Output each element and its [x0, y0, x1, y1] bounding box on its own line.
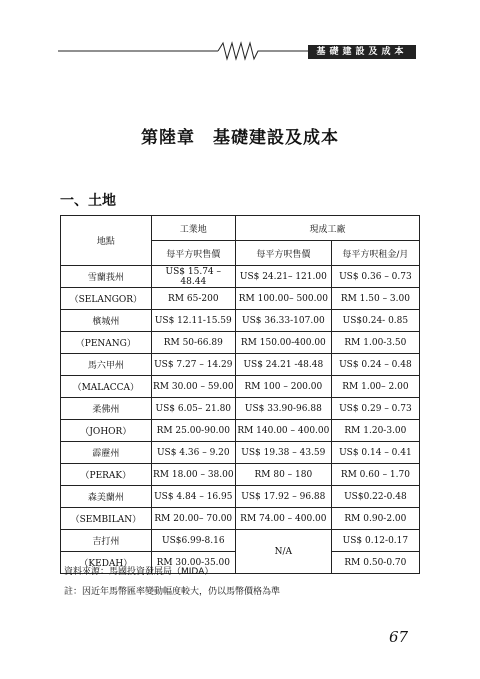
land-rm: RM 30.00-35.00	[151, 552, 235, 574]
table-row	[61, 442, 420, 464]
region-en: （MALACCA）	[61, 376, 152, 398]
land-usd: US$ 6.05– 21.80	[151, 398, 235, 420]
page-number: 67	[389, 628, 409, 646]
factory-rent-rm: RM 1.00-3.50	[331, 332, 419, 354]
region-en: （SEMBILAN）	[61, 508, 152, 530]
region-zh: 柔佛州	[61, 398, 152, 420]
table-row	[61, 376, 420, 398]
table-row	[61, 530, 420, 552]
header-ready-factory: 現成工廠	[235, 216, 419, 241]
factory-price-usd: US$ 24.21 -48.48	[235, 354, 331, 376]
factory-rent-rm: RM 0.90-2.00	[331, 508, 419, 530]
factory-rent-usd: US$0.22-0.48	[331, 486, 419, 508]
factory-rent-rm: RM 1.20-3.00	[331, 420, 419, 442]
land-usd: US$6.99-8.16	[151, 530, 235, 552]
table-row	[61, 332, 420, 354]
factory-price-rm: RM 100 – 200.00	[235, 376, 331, 398]
factory-price-na: N/A	[235, 530, 331, 574]
factory-rent-rm: RM 1.00– 2.00	[331, 376, 419, 398]
factory-rent-usd: US$ 0.14 – 0.41	[331, 442, 419, 464]
land-cost-table	[60, 215, 420, 574]
factory-rent-usd: US$ 0.24 – 0.48	[331, 354, 419, 376]
factory-price-usd: US$ 33.90-96.88	[235, 398, 331, 420]
land-usd: US$ 7.27 – 14.29	[151, 354, 235, 376]
region-zh: 森美蘭州	[61, 486, 152, 508]
land-usd: US$ 4.84 – 16.95	[151, 486, 235, 508]
source-note: 資料來源：馬國投資發展局（MIDA）	[64, 567, 214, 577]
table-row	[61, 266, 420, 288]
table-row	[61, 508, 420, 530]
subheader-factory-rent: 每平方呎租金/月	[331, 241, 419, 266]
table-row	[61, 354, 420, 376]
land-rm: RM 65-200	[151, 288, 235, 310]
factory-price-rm: RM 74.00 – 400.00	[235, 508, 331, 530]
region-zh: 檳城州	[61, 310, 152, 332]
region-zh: 吉打州	[61, 530, 152, 552]
land-rm: RM 20.00– 70.00	[151, 508, 235, 530]
factory-price-rm: RM 150.00-400.00	[235, 332, 331, 354]
factory-rent-usd: US$0.24- 0.85	[331, 310, 419, 332]
factory-price-usd: US$ 36.33-107.00	[235, 310, 331, 332]
table-row	[61, 486, 420, 508]
header-label: 基礎建設及成本	[308, 45, 416, 59]
region-zh: 雪蘭莪州	[61, 266, 152, 288]
region-en: （PERAK）	[61, 464, 152, 486]
region-en: （PENANG）	[61, 332, 152, 354]
factory-rent-rm: RM 0.60 – 1.70	[331, 464, 419, 486]
land-rm: RM 50-66.89	[151, 332, 235, 354]
factory-price-usd: US$ 19.38 – 43.59	[235, 442, 331, 464]
header-region: 地點	[61, 216, 152, 266]
factory-price-rm: RM 80 – 180	[235, 464, 331, 486]
factory-rent-rm: RM 0.50-0.70	[331, 552, 419, 574]
land-usd: US$ 12.11-15.59	[151, 310, 235, 332]
land-rm: RM 30.00 – 59.00	[151, 376, 235, 398]
land-usd: US$ 15.74 – 48.44	[151, 266, 235, 288]
factory-price-rm: RM 140.00 – 400.00	[235, 420, 331, 442]
section-title: 一、土地	[60, 193, 116, 209]
factory-rent-usd: US$ 0.29 – 0.73	[331, 398, 419, 420]
table-row	[61, 464, 420, 486]
region-zh: 馬六甲州	[61, 354, 152, 376]
factory-price-rm: RM 100.00– 500.00	[235, 288, 331, 310]
subheader-factory-price: 每平方呎售價	[235, 241, 331, 266]
land-usd: US$ 4.36 – 9.20	[151, 442, 235, 464]
subheader-land-price: 每平方呎售價	[151, 241, 235, 266]
factory-price-usd: US$ 17.92 – 96.88	[235, 486, 331, 508]
table-row	[61, 310, 420, 332]
factory-price-usd: US$ 24.21– 121.00	[235, 266, 331, 288]
region-en: （SELANGOR）	[61, 288, 152, 310]
chapter-title: 第陸章 基礎建設及成本	[141, 128, 339, 148]
region-en: （JOHOR）	[61, 420, 152, 442]
factory-rent-rm: RM 1.50 – 3.00	[331, 288, 419, 310]
region-en: （KEDAH）	[61, 552, 152, 574]
table-row	[61, 288, 420, 310]
header-industrial-land: 工業地	[151, 216, 235, 241]
region-zh: 霹靂州	[61, 442, 152, 464]
table-row	[61, 398, 420, 420]
table-row	[61, 420, 420, 442]
land-rm: RM 18.00 – 38.00	[151, 464, 235, 486]
factory-rent-usd: US$ 0.12-0.17	[331, 530, 419, 552]
running-header	[58, 40, 420, 62]
land-rm: RM 25.00-90.00	[151, 420, 235, 442]
factory-rent-usd: US$ 0.36 – 0.73	[331, 266, 419, 288]
footnote: 註：因近年馬幣匯率變動幅度較大，仍以馬幣價格為準	[64, 587, 281, 597]
